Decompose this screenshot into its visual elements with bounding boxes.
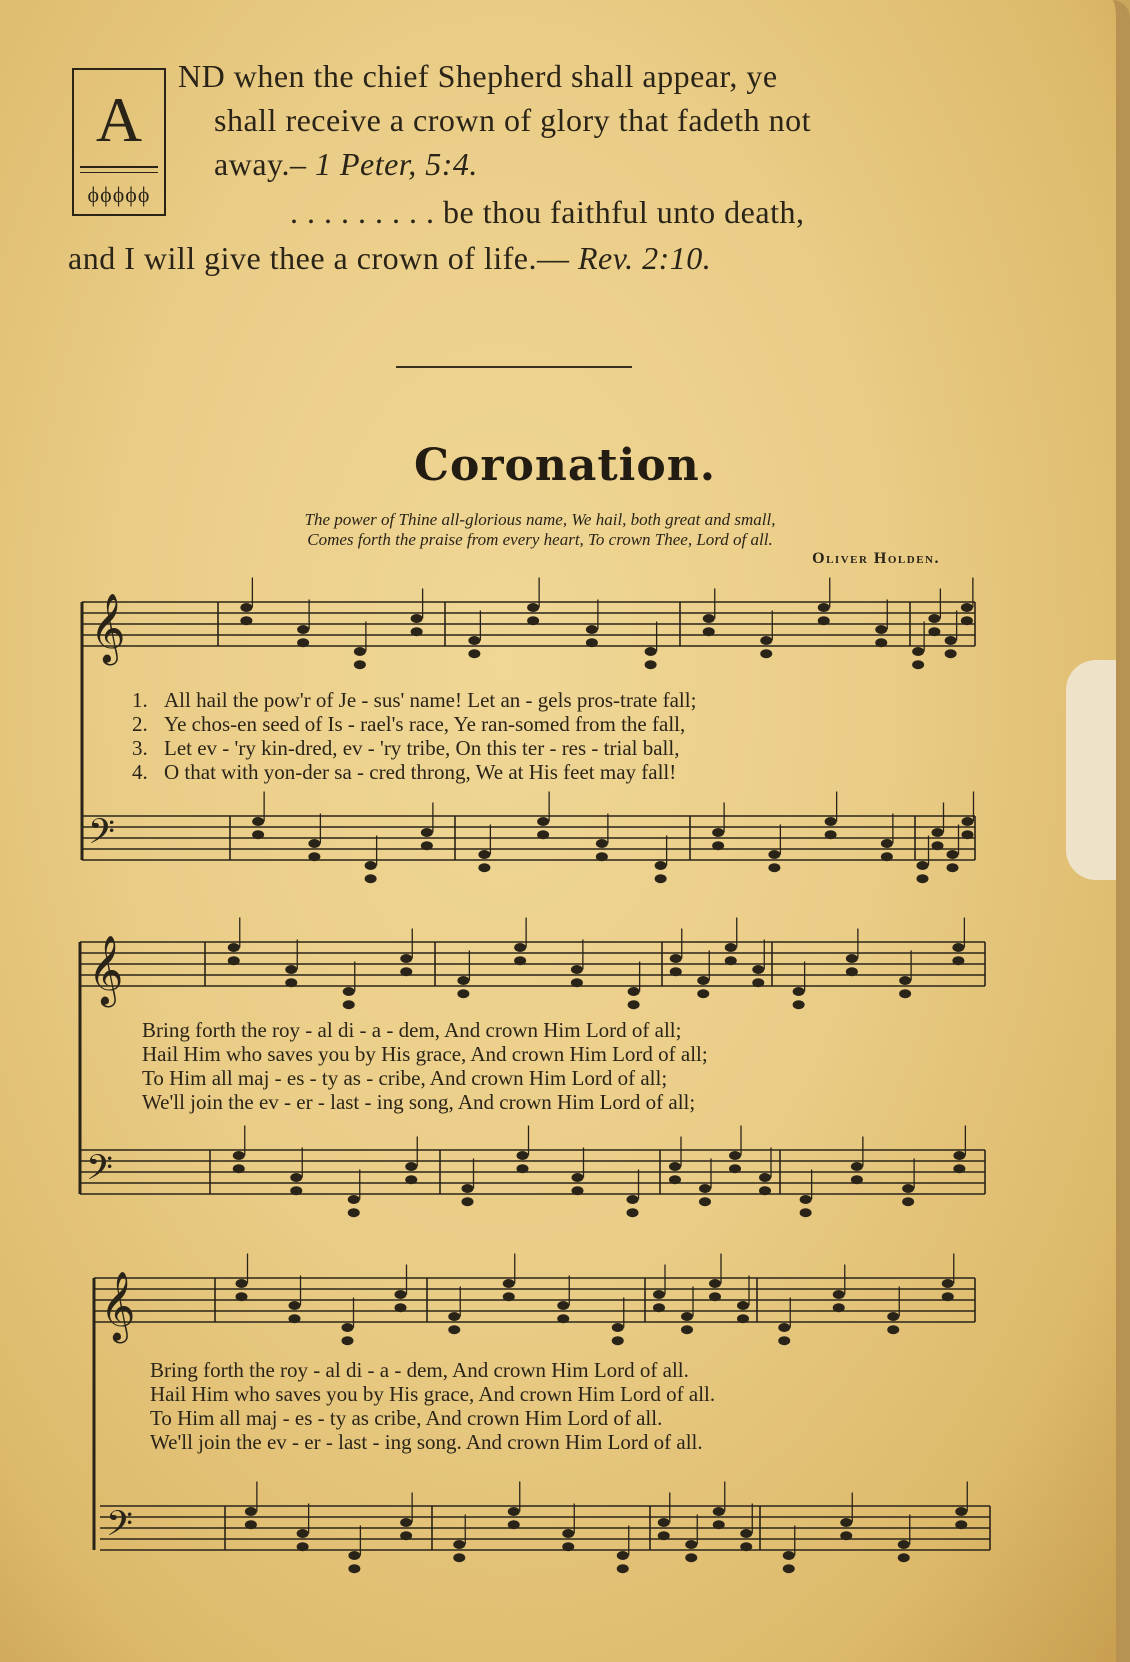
bass-staff-1-note: [825, 830, 837, 839]
treble-staff-2-note: [752, 978, 764, 987]
treble-staff-2-note: [952, 956, 964, 965]
treble-staff-3-note: [709, 1279, 721, 1288]
bass-staff-3-note: [297, 1542, 309, 1551]
treble-staff-3-note: [833, 1290, 845, 1299]
treble-staff-2-note: [514, 956, 526, 965]
treble-staff-2-note: [899, 976, 911, 985]
bass-staff-1-note: [932, 841, 944, 850]
bass-staff-2-note: [902, 1197, 914, 1206]
bass-staff-2-note: [233, 1164, 245, 1173]
hymn-title: Coronation.: [413, 440, 717, 491]
bass-staff-2-note: [572, 1186, 584, 1195]
treble-staff-2-note: [400, 967, 412, 976]
bass-staff-1-note: [596, 852, 608, 861]
treble-staff-2-note: [670, 967, 682, 976]
lyric-s1-v4: [132, 760, 676, 784]
lyric-s1-v2: [132, 712, 685, 736]
treble-clef-icon: 𝄞: [90, 593, 126, 663]
bass-staff-1-note: [768, 850, 780, 859]
bass-staff-1-note: [537, 817, 549, 826]
bass-staff-1-note: [962, 830, 974, 839]
treble-staff-2-note: [343, 987, 355, 996]
bass-staff-1-note: [881, 839, 893, 848]
treble-staff-3-note: [342, 1323, 354, 1332]
bass-staff-1-note: [596, 839, 608, 848]
lyric-s2-v1: Bring forth the roy - al di - a - dem, And crown Him Lord of all;: [142, 1018, 682, 1042]
bass-staff-1-note: [947, 863, 959, 872]
bass-staff-3-note: [658, 1518, 670, 1527]
treble-staff-1-note: [411, 627, 423, 636]
composer-credit: Oliver Holden.: [812, 550, 940, 567]
verse-number: 2.: [132, 712, 148, 736]
treble-staff-3-note: [737, 1314, 749, 1323]
bass-staff-2-note: [800, 1208, 812, 1217]
treble-staff-2-note: [697, 976, 709, 985]
bass-staff-1-note: [917, 874, 929, 883]
treble-staff-2-note: [725, 943, 737, 952]
treble-staff-2-note: [400, 954, 412, 963]
treble-staff-3-note: [236, 1292, 248, 1301]
treble-staff-1-note: [928, 614, 940, 623]
treble-staff-2-note: [697, 989, 709, 998]
bass-staff-1-note: [962, 817, 974, 826]
bass-staff-3-note: [400, 1531, 412, 1540]
treble-staff-1-note: [297, 625, 309, 634]
bass-staff-1-note: [537, 830, 549, 839]
treble-staff-2-note: [725, 956, 737, 965]
bass-staff-2-note: [517, 1164, 529, 1173]
treble-staff-1-note: [703, 614, 715, 623]
bass-staff-1-note: [308, 852, 320, 861]
treble-staff-2-note: [628, 1000, 640, 1009]
bass-staff-2-note: [405, 1175, 417, 1184]
treble-staff-2-note: [628, 987, 640, 996]
treble-staff-3-note: [395, 1303, 407, 1312]
bass-staff-2-note: [669, 1162, 681, 1171]
bass-staff-3-note: [740, 1529, 752, 1538]
treble-staff-3-note: [448, 1312, 460, 1321]
treble-staff-1-note: [945, 636, 957, 645]
treble-staff-2-note: [793, 987, 805, 996]
bass-staff-3-note: [898, 1553, 910, 1562]
bass-staff-2-note: [800, 1195, 812, 1204]
bass-staff-2-note: [851, 1162, 863, 1171]
bass-staff-1-note: [932, 828, 944, 837]
bass-staff-2-note: [290, 1173, 302, 1182]
treble-staff-2-note: [343, 1000, 355, 1009]
bass-staff-3-note: [713, 1507, 725, 1516]
bass-staff-1-note: [252, 830, 264, 839]
drop-cap-ornament: ϕϕϕϕϕ: [87, 182, 151, 207]
bass-staff-3-note: [658, 1531, 670, 1540]
bass-staff-3-note: [685, 1553, 697, 1562]
treble-staff-2-note: [793, 1000, 805, 1009]
bass-clef-icon: 𝄢: [88, 811, 116, 860]
treble-staff-2-note: [514, 943, 526, 952]
lyric-s2-v3: To Him all maj - es - ty as - cribe, And crown Him Lord of all;: [142, 1066, 668, 1090]
bass-staff-3-note: [245, 1520, 257, 1529]
treble-staff-1-note: [912, 647, 924, 656]
treble-staff-1-note: [411, 614, 423, 623]
bass-staff-2-note: [517, 1151, 529, 1160]
bass-staff-2-note: [759, 1173, 771, 1182]
bass-staff-3-note: [508, 1507, 520, 1516]
treble-staff-3-note: [887, 1325, 899, 1334]
treble-staff-1-note: [875, 638, 887, 647]
lyric-s3-v4: We'll join the ev - er - last - ing song. And crown Him Lord of all.: [150, 1430, 703, 1454]
bass-staff-3-note: [955, 1507, 967, 1516]
bass-staff-1-note: [881, 852, 893, 861]
bass-staff-3-note: [453, 1540, 465, 1549]
treble-staff-3-note: [653, 1290, 665, 1299]
treble-staff-1-note: [586, 638, 598, 647]
treble-staff-2-note: [285, 978, 297, 987]
bass-staff-1-note: [917, 861, 929, 870]
treble-staff-3-note: [503, 1292, 515, 1301]
treble-staff-1-note: [240, 603, 252, 612]
bass-staff-2-note: [729, 1151, 741, 1160]
treble-clef-icon: 𝄞: [100, 1271, 136, 1341]
bass-staff-1-note: [655, 861, 667, 870]
lyric-s1-v1: [132, 688, 696, 712]
verse-reference-peter: 1 Peter, 5:4.: [314, 146, 478, 182]
treble-staff-3-note: [778, 1336, 790, 1345]
treble-staff-3-note: [289, 1301, 301, 1310]
bass-staff-2-note: [627, 1195, 639, 1204]
bass-staff-1-note: [365, 861, 377, 870]
bass-staff-2-note: [348, 1208, 360, 1217]
verse-line-1: ND when the chief Shepherd shall appear, ye: [178, 58, 778, 94]
bass-staff-1-note: [655, 874, 667, 883]
lyric-text: Ye chos-en seed of Is - rael's race, Ye ran-somed from the fall,: [164, 712, 686, 736]
bass-staff-2-note: [462, 1184, 474, 1193]
bass-staff-1-note: [308, 839, 320, 848]
treble-staff-1-note: [297, 638, 309, 647]
treble-staff-1-note: [818, 616, 830, 625]
bass-staff-1-note: [825, 817, 837, 826]
treble-staff-2-note: [846, 967, 858, 976]
bass-staff-1-note: [947, 850, 959, 859]
bass-staff-3-note: [898, 1540, 910, 1549]
bass-staff-3-note: [783, 1551, 795, 1560]
treble-staff-3-note: [612, 1336, 624, 1345]
treble-staff-3-note: [448, 1325, 460, 1334]
bass-staff-3-note: [562, 1529, 574, 1538]
bass-staff-3-note: [348, 1551, 360, 1560]
treble-staff-1-note: [354, 660, 366, 669]
bass-staff-1-note: [365, 874, 377, 883]
bass-staff-1-note: [768, 863, 780, 872]
treble-staff-1-note: [818, 603, 830, 612]
bass-staff-2-note: [902, 1184, 914, 1193]
bass-staff-1-note: [712, 828, 724, 837]
treble-staff-3-note: [557, 1301, 569, 1310]
treble-staff-2-note: [846, 954, 858, 963]
treble-staff-1-note: [527, 616, 539, 625]
bass-clef-icon: 𝄢: [106, 1503, 134, 1552]
bass-staff-3-note: [453, 1553, 465, 1562]
treble-staff-3-note: [942, 1279, 954, 1288]
treble-staff-1-note: [961, 603, 973, 612]
bass-staff-3-note: [348, 1564, 360, 1573]
treble-staff-2-note: [457, 989, 469, 998]
treble-staff-3-note: [681, 1312, 693, 1321]
bass-staff-2-note: [627, 1208, 639, 1217]
treble-staff-3-note: [612, 1323, 624, 1332]
treble-staff-1-note: [961, 616, 973, 625]
verse-reference-rev: Rev. 2:10.: [578, 240, 712, 276]
treble-staff-2-note: [228, 943, 240, 952]
lyric-s3-v3: To Him all maj - es - ty as cribe, And crown Him Lord of all.: [150, 1406, 663, 1430]
treble-staff-2-note: [457, 976, 469, 985]
bass-staff-2-note: [290, 1186, 302, 1195]
treble-staff-2-note: [285, 965, 297, 974]
treble-staff-1-note: [468, 649, 480, 658]
verse-number: 4.: [132, 760, 148, 784]
bass-staff-1-note: [421, 841, 433, 850]
treble-staff-1-note: [912, 660, 924, 669]
bass-clef-icon: 𝄢: [86, 1147, 114, 1196]
bass-staff-3-note: [297, 1529, 309, 1538]
bass-staff-2-note: [759, 1186, 771, 1195]
bass-staff-3-note: [617, 1551, 629, 1560]
treble-staff-1-note: [645, 660, 657, 669]
epigraph-line-2: Comes forth the praise from every heart, To crown Thee, Lord of all.: [307, 530, 773, 549]
treble-staff-1-note: [240, 616, 252, 625]
treble-staff-3-note: [503, 1279, 515, 1288]
treble-staff-1-note: [703, 627, 715, 636]
treble-staff-3-note: [709, 1292, 721, 1301]
treble-staff-3-note: [236, 1279, 248, 1288]
treble-staff-1-note: [875, 625, 887, 634]
treble-staff-3-note: [887, 1312, 899, 1321]
treble-staff-2-note: [228, 956, 240, 965]
treble-staff-2-note: [571, 978, 583, 987]
bass-staff-1-note: [478, 863, 490, 872]
treble-staff-1-note: [354, 647, 366, 656]
bass-staff-3-note: [840, 1518, 852, 1527]
lyric-s3-v2: Hail Him who saves you by His grace, And crown Him Lord of all.: [150, 1382, 716, 1406]
verse-line-3-text: away.–: [214, 146, 307, 182]
bass-staff-3-note: [685, 1540, 697, 1549]
treble-staff-3-note: [778, 1323, 790, 1332]
lyric-text: Let ev - 'ry kin-dred, ev - 'ry tribe, On this ter - res - trial ball,: [164, 736, 680, 760]
bass-staff-3-note: [400, 1518, 412, 1527]
lyric-s2-v4: We'll join the ev - er - last - ing song, And crown Him Lord of all;: [142, 1090, 696, 1114]
treble-staff-3-note: [289, 1314, 301, 1323]
treble-staff-2-note: [899, 989, 911, 998]
treble-staff-3-note: [681, 1325, 693, 1334]
treble-staff-1-note: [760, 636, 772, 645]
lyric-s3-v1: Bring forth the roy - al di - a - dem, And crown Him Lord of all.: [150, 1358, 689, 1382]
verse-number: 3.: [132, 736, 148, 760]
bass-staff-2-note: [669, 1175, 681, 1184]
treble-clef-icon: 𝄞: [88, 935, 124, 1005]
treble-staff-3-note: [395, 1290, 407, 1299]
lyric-text: O that with yon-der sa - cred throng, We at His feet may fall!: [164, 760, 677, 784]
treble-staff-1-note: [645, 647, 657, 656]
treble-staff-3-note: [942, 1292, 954, 1301]
epigraph-line-1: The power of Thine all-glorious name, We hail, both great and small,: [304, 510, 776, 529]
lyric-text: All hail the pow'r of Je - sus' name! Let an - gels pros-trate fall;: [164, 688, 697, 712]
verse-line-4: . . . . . . . . . be thou faithful unto death,: [290, 194, 805, 230]
treble-staff-3-note: [653, 1303, 665, 1312]
lyric-s2-v2: Hail Him who saves you by His grace, And crown Him Lord of all;: [142, 1042, 708, 1066]
bass-staff-3-note: [783, 1564, 795, 1573]
bass-staff-2-note: [405, 1162, 417, 1171]
bass-staff-1-note: [478, 850, 490, 859]
bass-staff-1-note: [712, 841, 724, 850]
bass-staff-3-note: [245, 1507, 257, 1516]
verse-line-5-text: and I will give thee a crown of life.—: [68, 240, 570, 276]
bass-staff-2-note: [233, 1151, 245, 1160]
treble-staff-2-note: [952, 943, 964, 952]
treble-staff-3-note: [737, 1301, 749, 1310]
verse-number: 1.: [132, 688, 148, 712]
treble-staff-1-note: [468, 636, 480, 645]
drop-cap-letter: A: [95, 84, 143, 155]
treble-staff-3-note: [557, 1314, 569, 1323]
bass-staff-2-note: [572, 1173, 584, 1182]
bass-staff-2-note: [729, 1164, 741, 1173]
treble-staff-1-note: [760, 649, 772, 658]
bass-staff-2-note: [348, 1195, 360, 1204]
bass-staff-3-note: [508, 1520, 520, 1529]
bass-staff-2-note: [699, 1197, 711, 1206]
lyric-s1-v3: [132, 736, 679, 760]
bass-staff-2-note: [953, 1151, 965, 1160]
bass-staff-2-note: [953, 1164, 965, 1173]
bass-staff-3-note: [713, 1520, 725, 1529]
bass-staff-3-note: [740, 1542, 752, 1551]
bass-staff-3-note: [562, 1542, 574, 1551]
bass-staff-3-note: [955, 1520, 967, 1529]
bass-staff-3-note: [840, 1531, 852, 1540]
treble-staff-1-note: [945, 649, 957, 658]
treble-staff-3-note: [833, 1303, 845, 1312]
bass-staff-3-note: [617, 1564, 629, 1573]
bass-staff-2-note: [851, 1175, 863, 1184]
treble-staff-2-note: [752, 965, 764, 974]
treble-staff-2-note: [571, 965, 583, 974]
treble-staff-1-note: [527, 603, 539, 612]
bass-staff-2-note: [699, 1184, 711, 1193]
bass-staff-1-note: [421, 828, 433, 837]
verse-line-2: shall receive a crown of glory that fadeth not: [214, 102, 811, 138]
treble-staff-2-note: [670, 954, 682, 963]
bass-staff-1-note: [252, 817, 264, 826]
treble-staff-3-note: [342, 1336, 354, 1345]
bass-staff-2-note: [462, 1197, 474, 1206]
treble-staff-1-note: [928, 627, 940, 636]
treble-staff-1-note: [586, 625, 598, 634]
